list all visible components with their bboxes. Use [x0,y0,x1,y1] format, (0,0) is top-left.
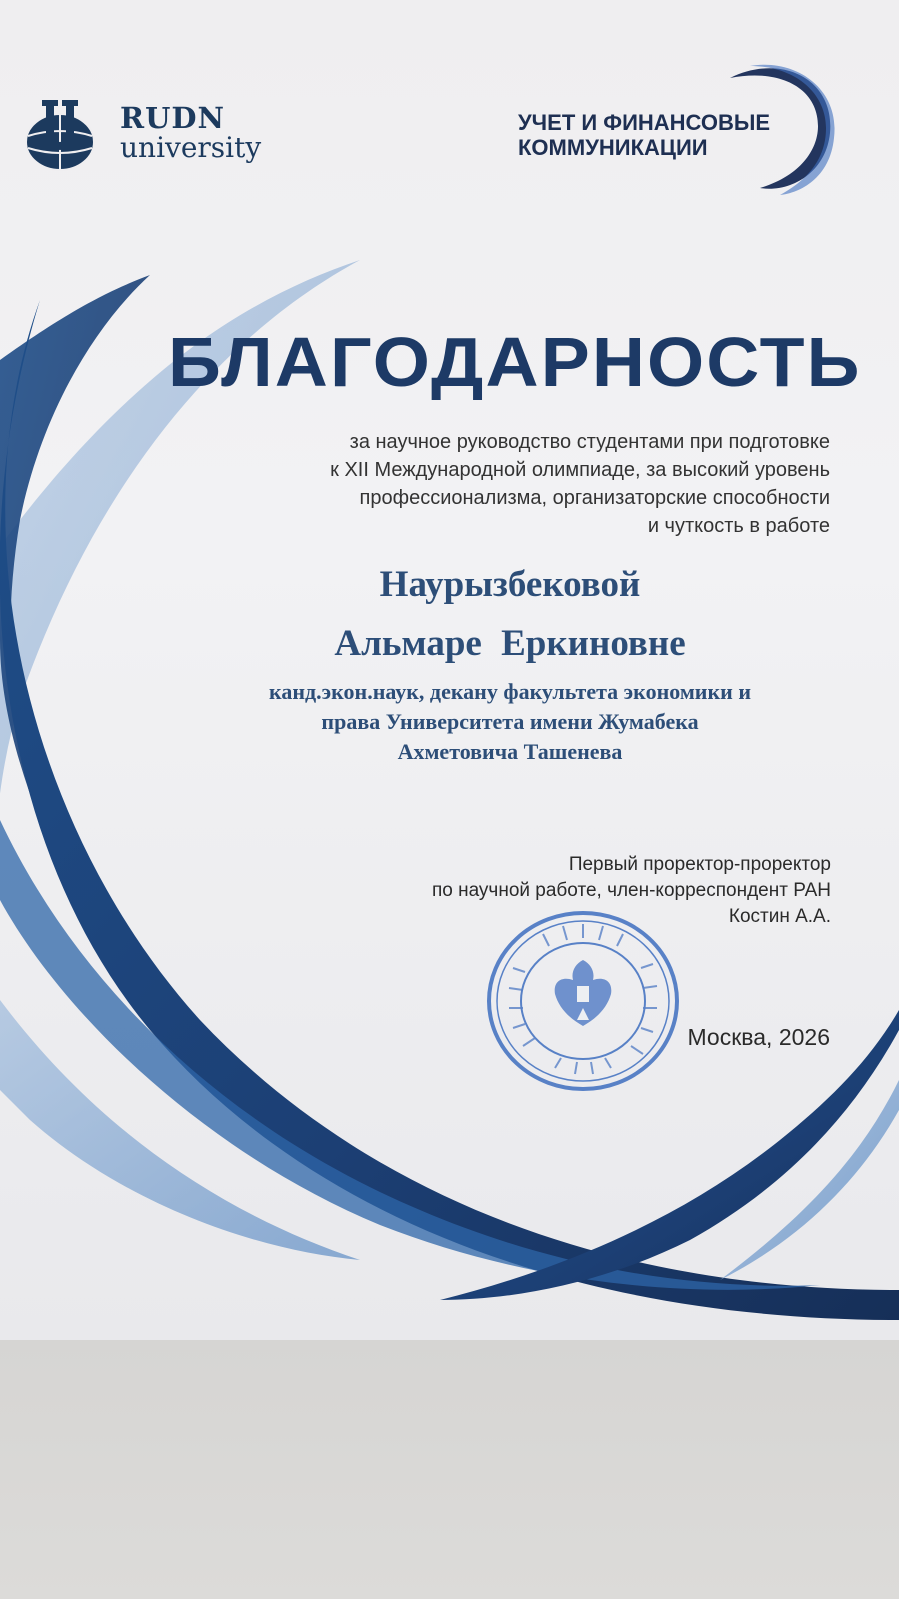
official-seal-icon [483,908,683,1094]
conference-logo-name: УЧЕТ И ФИНАНСОВЫЕ КОММУНИКАЦИИ [518,110,771,160]
rudn-logo-subtitle: university [120,131,262,164]
reason-line: профессионализма, организаторские способности [359,487,830,509]
rudn-logo-name: RUDN [120,101,226,135]
position-line: канд.экон.наук, декану факультета экономики и [268,679,752,704]
certificate-title: БЛАГОДАРНОСТЬ [168,323,862,401]
recipient-surname: Наурызбековой [379,564,641,605]
recipient-position [200,677,820,767]
place-and-date: Москва, 2026 [687,1024,830,1050]
signatory-line: по научной работе, член-корреспондент РАН [431,880,831,901]
signatory-name: Костин А.А. [728,906,831,927]
background-surface [0,1340,899,1599]
reason-line: и чуткость в работе [647,515,830,537]
reason-text [170,428,830,540]
reason-line: за научное руководство студентами при подготовке [349,431,830,453]
position-line: Ахметовича Ташенева [397,739,623,764]
rudn-globe-emblem-icon [22,96,108,176]
reason-line: к XII Международной олимпиаде, за высокий уровень [330,459,830,481]
position-line: права Университета имени Жумабека [321,709,699,734]
recipient-given-names: Альмаре Еркиновне [334,623,686,664]
signatory-line: Первый проректор-проректор [568,854,831,875]
